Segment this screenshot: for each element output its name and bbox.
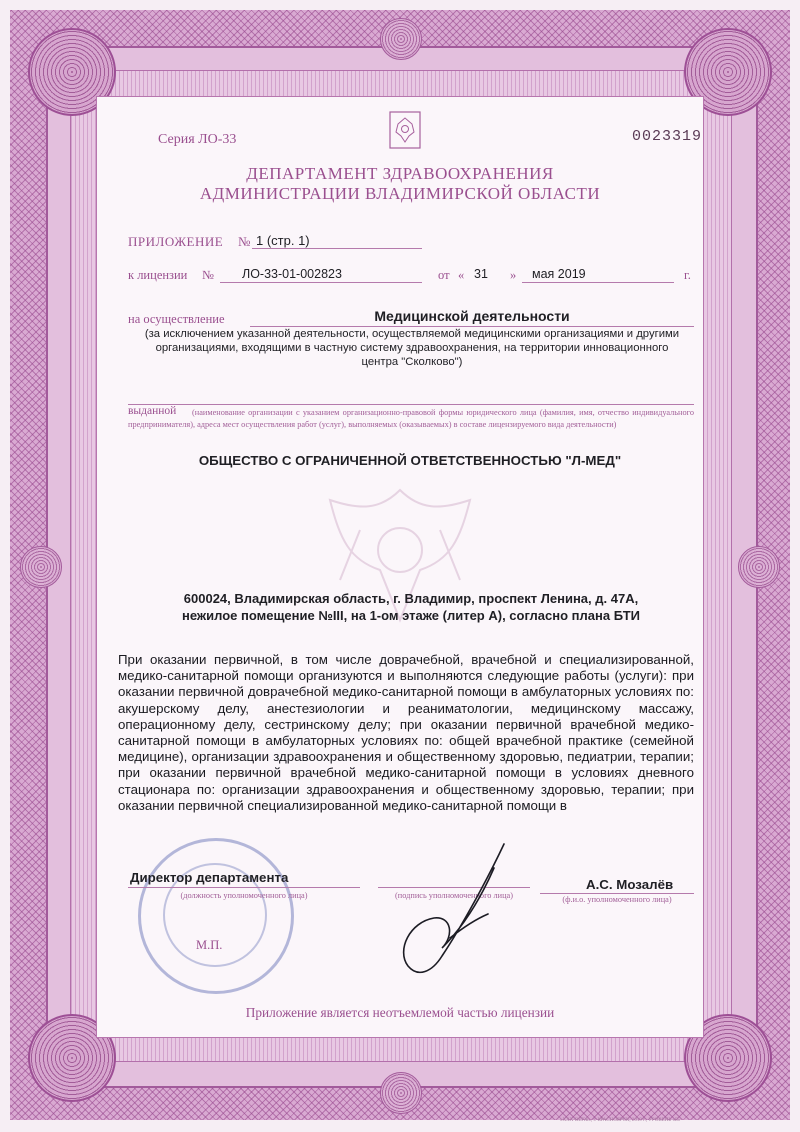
department-title-line1: ДЕПАРТАМЕНТ ЗДРАВООХРАНЕНИЯ bbox=[246, 164, 554, 183]
organization-name: ОБЩЕСТВО С ОГРАНИЧЕННОЙ ОТВЕТСТВЕННОСТЬЮ "Л-МЕД" bbox=[198, 453, 622, 468]
license-no-label: № bbox=[202, 268, 214, 282]
department-title-line2: АДМИНИСТРАЦИИ ВЛАДИМИРСКОЙ ОБЛАСТИ bbox=[199, 184, 601, 203]
position-hint: (должность уполномоченного лица) bbox=[180, 891, 308, 900]
license-number: ЛО-33-01-002823 bbox=[242, 267, 342, 281]
license-day-open: « bbox=[458, 268, 465, 282]
activity-title: Медицинской деятельности bbox=[374, 308, 570, 324]
appendix-no-label: № bbox=[238, 234, 251, 249]
appendix-underline bbox=[252, 248, 422, 249]
series-label: Серия ЛО-33 bbox=[158, 132, 237, 147]
license-year-suffix: г. bbox=[684, 268, 691, 282]
seal-label: М.П. bbox=[196, 938, 223, 952]
license-from-label: от bbox=[438, 268, 450, 282]
license-day-close: » bbox=[510, 268, 517, 282]
signatory-name: А.С. Мозалёв bbox=[586, 877, 674, 892]
license-label: к лицензии bbox=[128, 268, 188, 282]
signatory-position: Директор департамента bbox=[130, 870, 289, 885]
activity-note: (за исключением указанной деятельности, осуществляемой медицинскими организациями и другими организациями, входящими в частную систему здравоохранения, на территории инновационного центра "Сколково") bbox=[144, 328, 680, 368]
license-day: 31 bbox=[474, 267, 488, 281]
activity-label: на осуществление bbox=[128, 312, 225, 326]
issued-label: выданной bbox=[128, 405, 177, 417]
official-seal-icon bbox=[138, 838, 294, 994]
signature-hint: (подпись уполномоченного лица) bbox=[395, 891, 513, 900]
appendix-label: ПРИЛОЖЕНИЕ bbox=[128, 234, 224, 249]
address-line2: нежилое помещение №III, на 1-ом этаже (литер А), согласно плана БТИ bbox=[181, 608, 641, 623]
license-number-underline bbox=[220, 282, 422, 283]
name-hint: (ф.и.о. уполномоченного лица) bbox=[562, 895, 672, 904]
issued-top-underline bbox=[128, 404, 694, 405]
appendix-value: 1 (стр. 1) bbox=[256, 233, 310, 248]
position-underline bbox=[128, 887, 360, 888]
side-rosette-icon bbox=[20, 546, 62, 588]
footer-note: Приложение является неотъемлемой частью лицензии bbox=[245, 1005, 555, 1020]
license-date-underline bbox=[522, 282, 674, 283]
side-rosette-icon bbox=[380, 18, 422, 60]
print-mark: «ХХХ-ВЕРЖ», г. КРАСНОЯРСК, 2019 г., УРОВЕНЬ «Б» bbox=[560, 1118, 681, 1123]
handwritten-signature-icon bbox=[392, 838, 522, 988]
issued-hint: (наименование организации с указанием организационно-правовой формы юридического лица (фамилия, имя, отчество индивидуального предпринимателя), адреса мест осуществления работ (услуг), выполняемых (оказываемых) в составе лицензируемого вида деятельности) bbox=[128, 408, 694, 429]
emblem-icon bbox=[388, 110, 422, 150]
services-text: При оказании первичной, в том числе доврачебной, врачебной и специализированной, медико-санитарной помощи организуются и выполняются следующие работы (услуги): при оказании первичной доврачебной медико-санитарной помощи в амбулаторных условиях по: акушерскому делу, анестезиологии и реаниматологии, медицинскому массажу, операционному делу, сестринскому делу; при оказании первичной врачебной медико-санитарной помощи в амбулаторных условиях по: общей врачебной практике (семейной медицине), организации здравоохранения и общественному здоровью, педиатрии, терапии; при оказании первичной врачебной медико-санитарной помощи в условиях дневного стационара по: организации здравоохранения и общественному здоровью, терапии; при оказании первичной специализированной медико-санитарной помощи в bbox=[118, 652, 694, 813]
side-rosette-icon bbox=[738, 546, 780, 588]
form-number: 0023319 bbox=[632, 128, 703, 145]
address-line1: 600024, Владимирская область, г. Владимир, проспект Ленина, д. 47А, bbox=[183, 591, 639, 606]
side-rosette-icon bbox=[380, 1072, 422, 1114]
license-month-year: мая 2019 bbox=[532, 267, 586, 281]
